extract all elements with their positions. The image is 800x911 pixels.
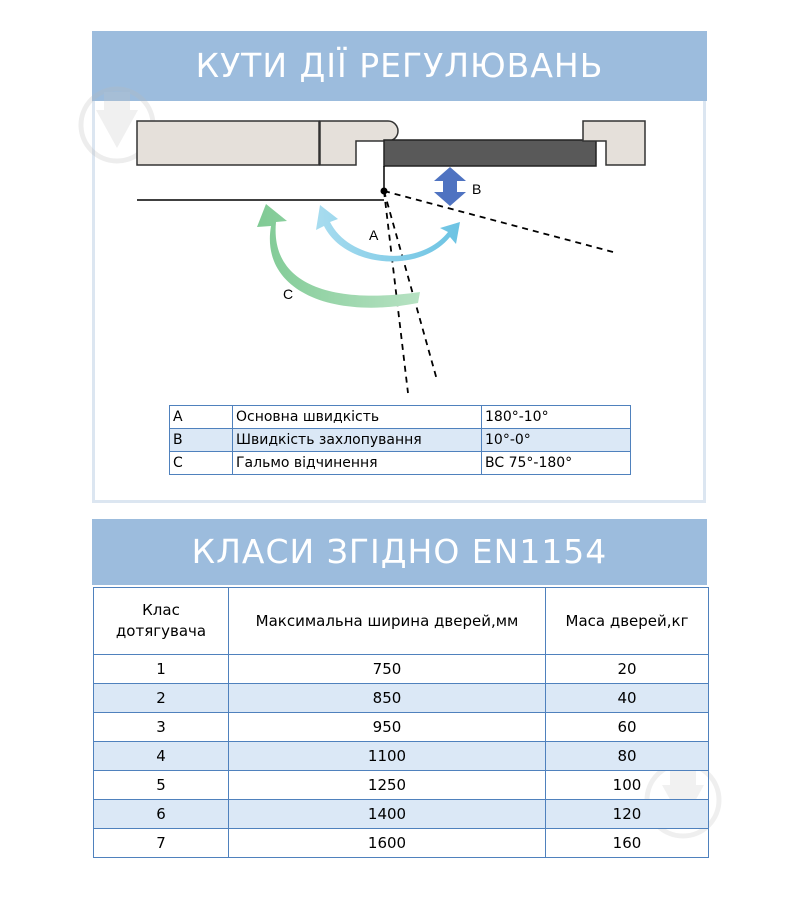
label-b: B	[472, 181, 482, 197]
table-row	[94, 742, 709, 771]
table-row	[94, 655, 709, 684]
cell-mass: 60	[546, 713, 709, 742]
legend-key: A	[170, 406, 233, 429]
adjustment-legend-table	[169, 405, 631, 475]
dashed-line-75b	[384, 191, 437, 380]
table-row	[94, 800, 709, 829]
dashed-line-10deg	[384, 191, 613, 252]
cell-width: 750	[229, 655, 546, 684]
cell-mass: 100	[546, 771, 709, 800]
table-header-row	[94, 588, 709, 655]
wall-left	[137, 121, 319, 165]
cell-class: 6	[94, 800, 229, 829]
cell-mass: 40	[546, 684, 709, 713]
legend-value: 10°-0°	[482, 429, 631, 452]
section-title-classes: КЛАСИ ЗГІДНО EN1154	[92, 519, 707, 585]
cell-width: 1400	[229, 800, 546, 829]
legend-key: B	[170, 429, 233, 452]
header-class: Клас дотягувача	[94, 588, 229, 655]
legend-value: 180°-10°	[482, 406, 631, 429]
cell-width: 950	[229, 713, 546, 742]
cell-width: 850	[229, 684, 546, 713]
label-a: A	[369, 227, 379, 243]
table-row	[94, 684, 709, 713]
cell-width: 1250	[229, 771, 546, 800]
legend-name: Гальмо відчинення	[233, 452, 482, 475]
legend-name: Швидкість захлопування	[233, 429, 482, 452]
header-max-width: Максимальна ширина дверей,мм	[229, 588, 546, 655]
cell-mass: 20	[546, 655, 709, 684]
legend-value: BC 75°-180°	[482, 452, 631, 475]
arrow-a	[316, 205, 460, 261]
cell-class: 5	[94, 771, 229, 800]
table-row	[94, 771, 709, 800]
cell-class: 4	[94, 742, 229, 771]
cell-class: 7	[94, 829, 229, 858]
cell-width: 1100	[229, 742, 546, 771]
legend-name: Основна швидкість	[233, 406, 482, 429]
dashed-line-75a	[384, 191, 408, 393]
cell-mass: 80	[546, 742, 709, 771]
door-leaf	[384, 140, 596, 166]
cell-class: 2	[94, 684, 229, 713]
table-row	[94, 713, 709, 742]
legend-row	[170, 429, 631, 452]
legend-row	[170, 452, 631, 475]
en1154-classes-table	[93, 587, 709, 858]
arrow-b	[434, 167, 466, 206]
legend-key: C	[170, 452, 233, 475]
header-door-mass: Маса дверей,кг	[546, 588, 709, 655]
cell-class: 1	[94, 655, 229, 684]
legend-row	[170, 406, 631, 429]
cell-mass: 160	[546, 829, 709, 858]
cell-width: 1600	[229, 829, 546, 858]
section-title-angles: КУТИ ДІЇ РЕГУЛЮВАНЬ	[92, 31, 707, 101]
cell-class: 3	[94, 713, 229, 742]
table-row	[94, 829, 709, 858]
label-c: C	[283, 286, 294, 302]
cell-mass: 120	[546, 800, 709, 829]
